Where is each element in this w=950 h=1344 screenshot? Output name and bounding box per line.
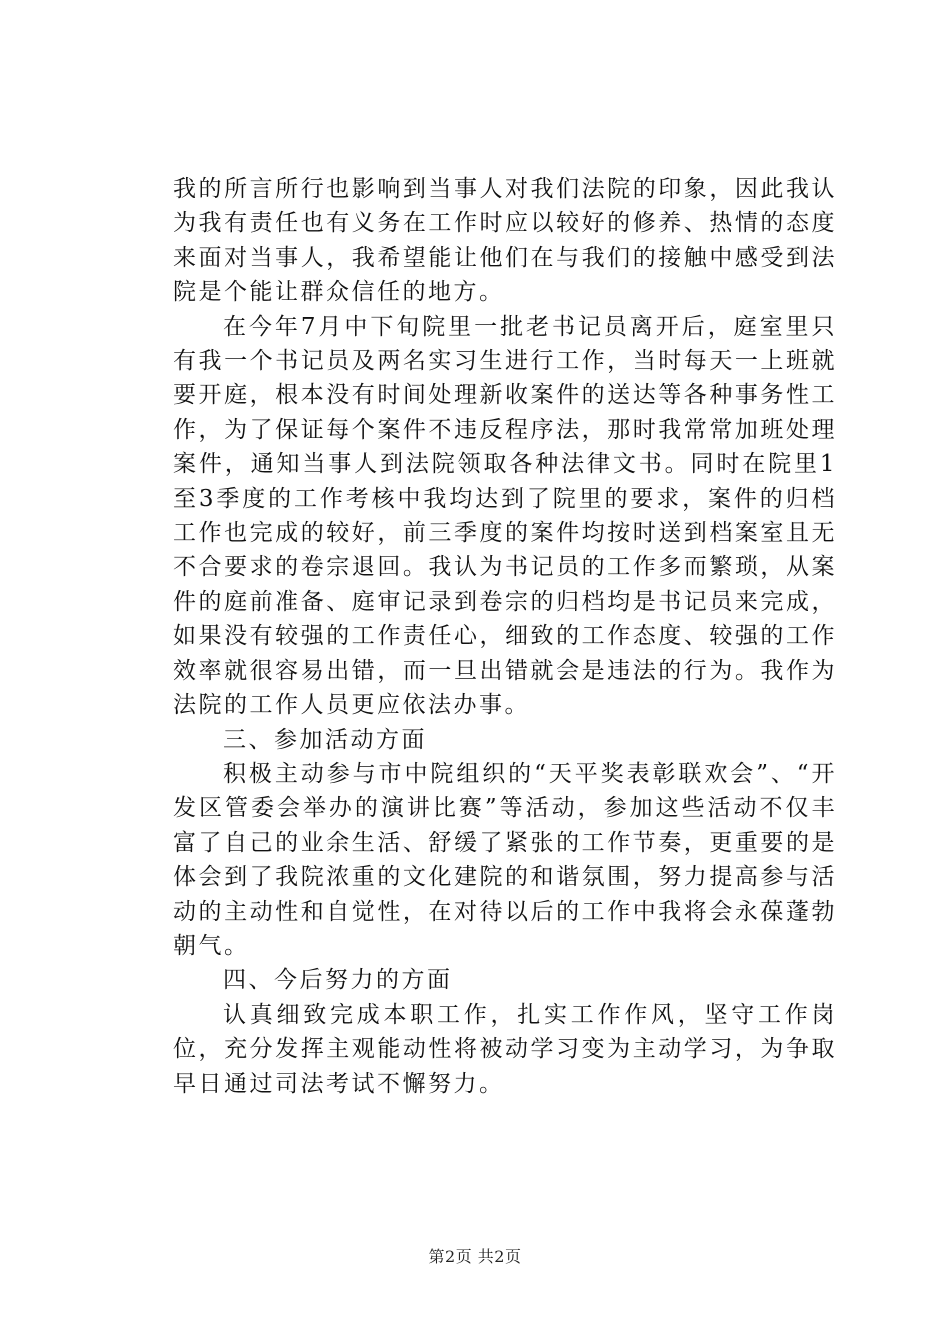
section-heading-future-efforts: 四、今后努力的方面 [223, 967, 453, 994]
paragraph-clerk-work: 在今年7月中下旬院里一批老书记员离开后，庭室里只有我一个书记员及两名实习生进行工作，当时每天一上班就要开庭，根本没有时间处理新收案件的送达等各种事务性工作，为了保证每个案件不违反程序法，那时我常常加班处理案件，通知当事人到法院领取各种法律文书。同时在院里1至3季度的工作考核中我均达到了院里的要求，案件的归档工作也完成的较好，前三季度的案件均按时送到档案室且无不合要求的卷宗退回。我认为书记员的工作多而繁琐，从案件的庭前准备、庭审记录到卷宗的归档均是书记员来完成，如果没有较强的工作责任心，细致的工作态度、较强的工作效率就很容易出错，而一旦出错就会是违法的行为。我作为法院的工作人员更应依法办事。 [173, 313, 837, 719]
paragraph-continuation: 我的所言所行也影响到当事人对我们法院的印象，因此我认为我有责任也有义务在工作时应以较好的修养、热情的态度来面对当事人，我希望能让他们在与我们的接触中感受到法院是个能让群众信任的地方。 [173, 176, 837, 306]
paragraph-activities: 积极主动参与市中院组织的“天平奖表彰联欢会”、“开发区管委会举办的演讲比赛”等活动，参加这些活动不仅丰富了自己的业余生活、舒缓了紧张的工作节奏，更重要的是体会到了我院浓重的文化建院的和谐氛围，努力提高参与活动的主动性和自觉性，在对待以后的工作中我将会永葆蓬勃朝气。 [173, 760, 837, 959]
section-heading-activities: 三、参加活动方面 [223, 726, 427, 753]
page-number-footer: 第2页 共2页 [428, 1247, 522, 1266]
paragraph-future-efforts: 认真细致完成本职工作，扎实工作作风，坚守工作岗位，充分发挥主观能动性将被动学习变为主动学习，为争取早日通过司法考试不懈努力。 [173, 1001, 837, 1097]
document-body [173, 172, 837, 1101]
